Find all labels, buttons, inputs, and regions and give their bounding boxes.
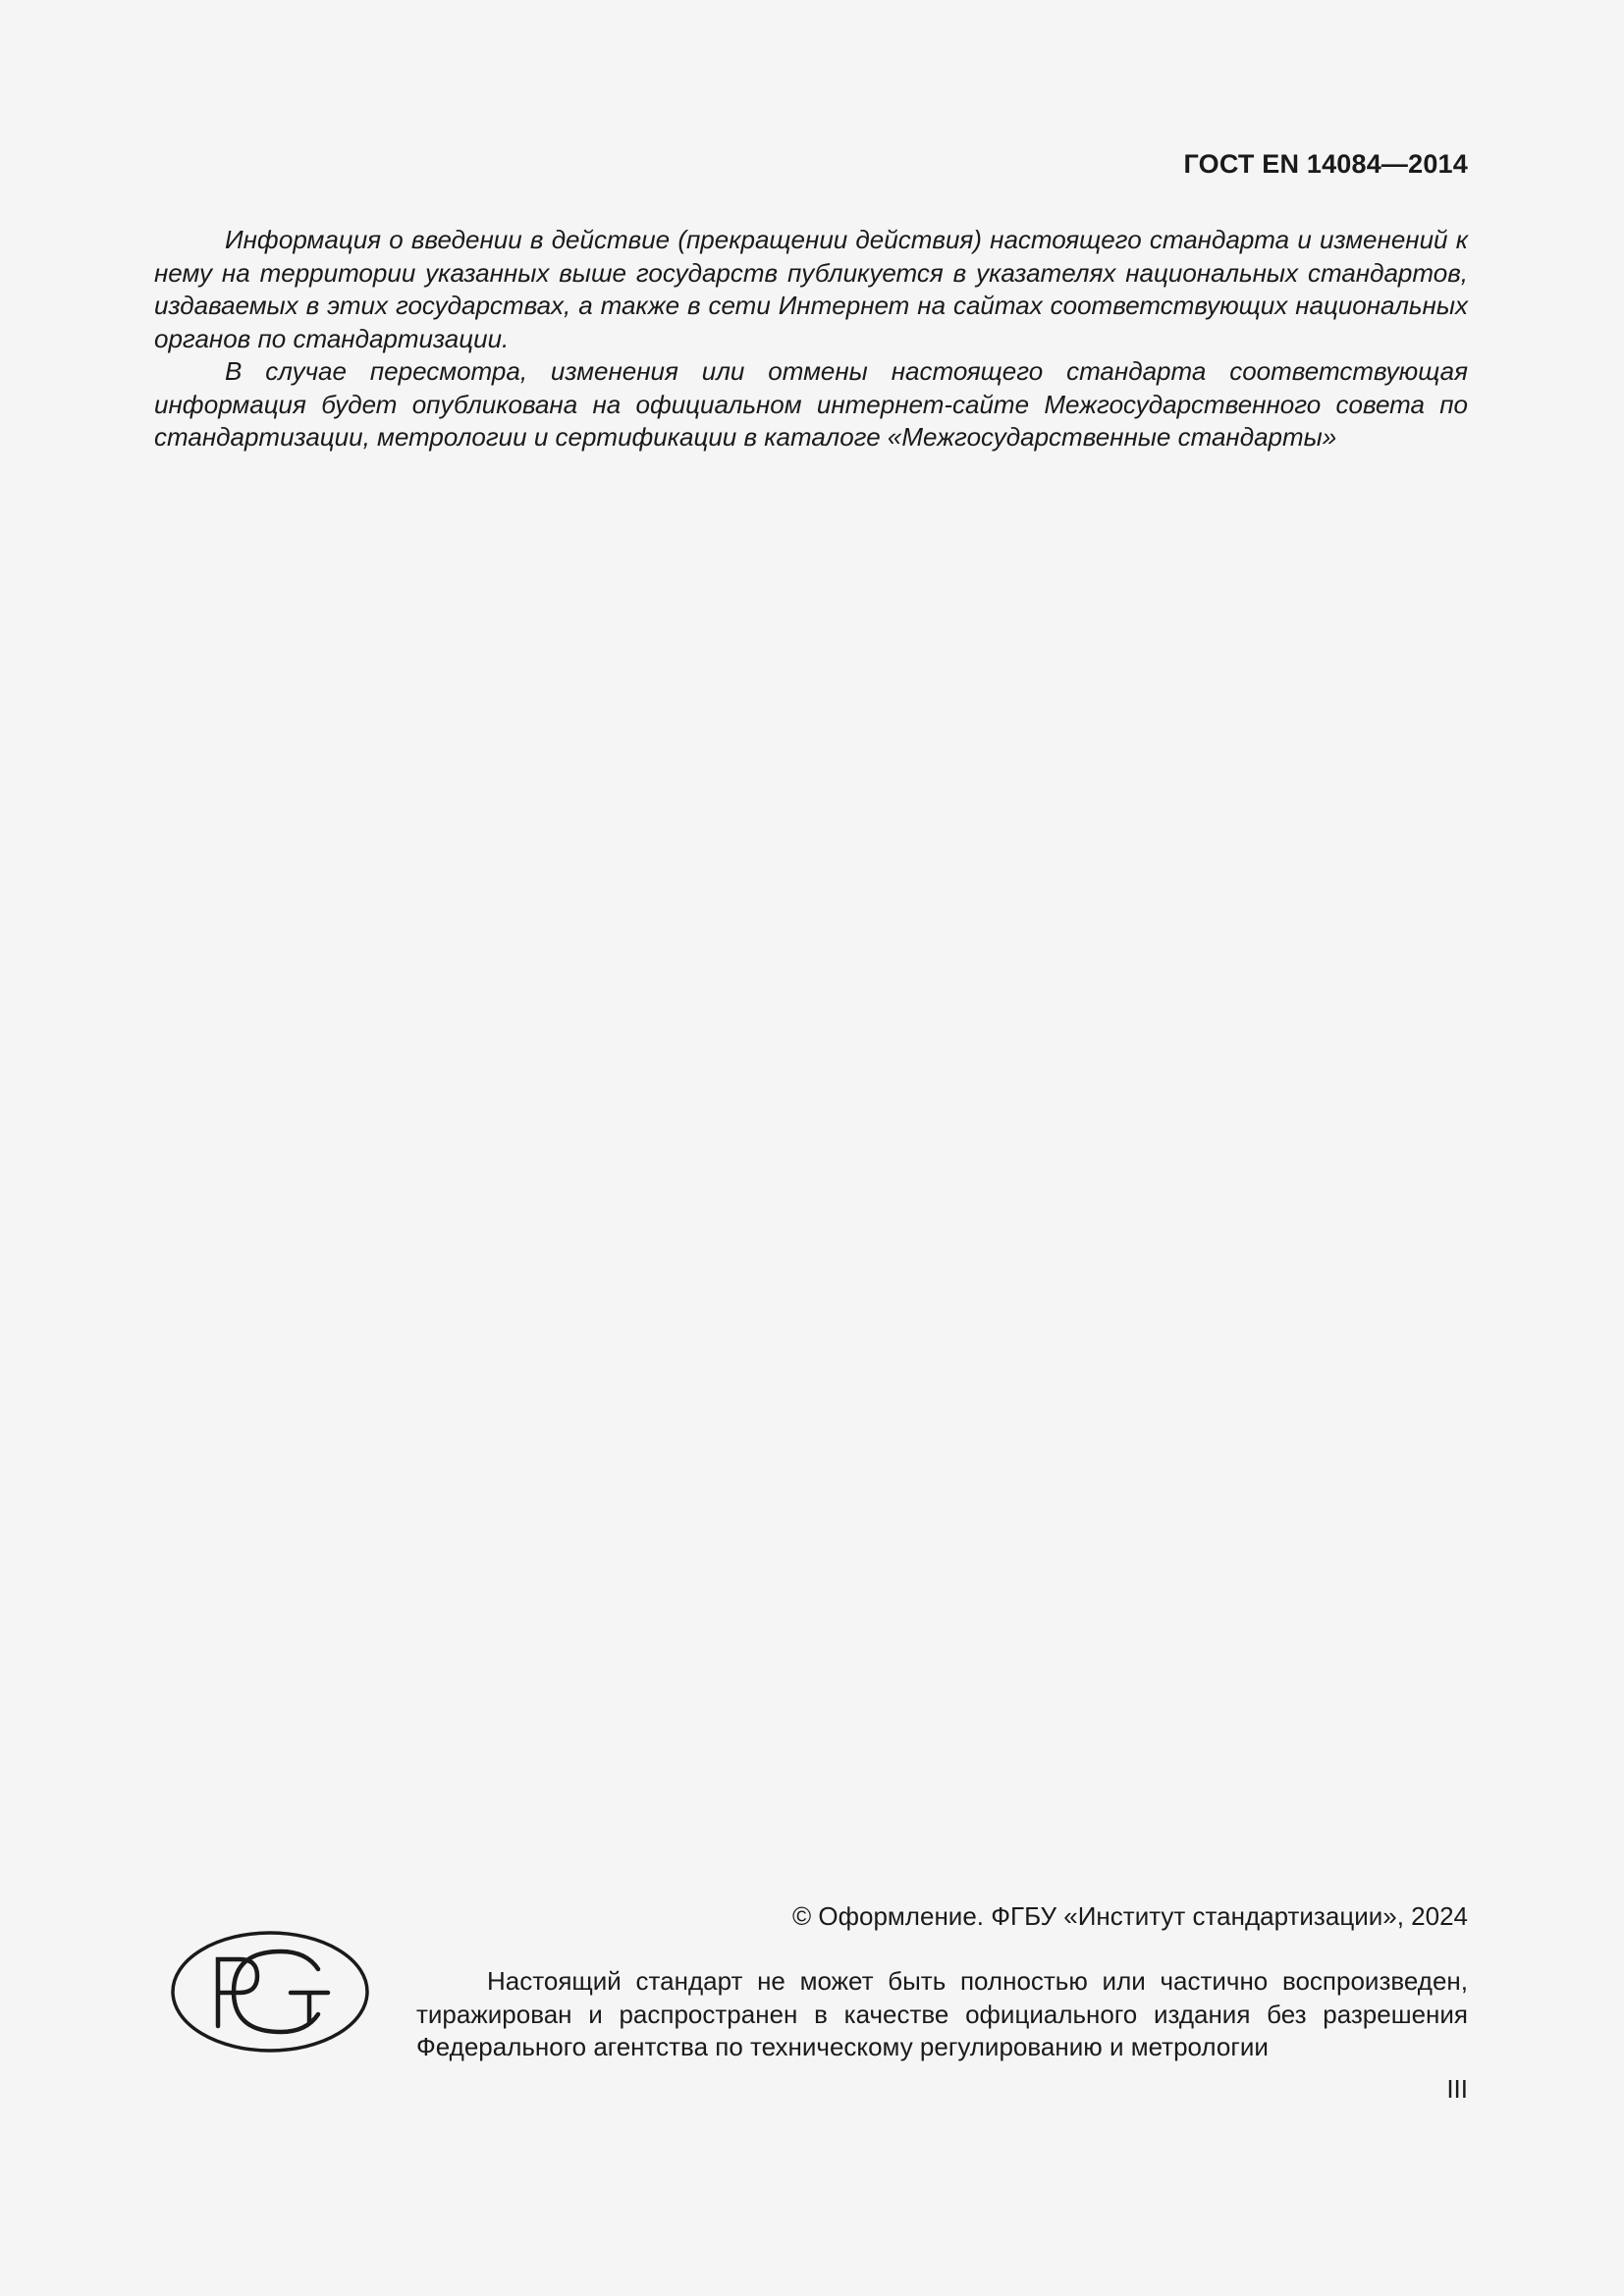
rst-certification-mark-icon [171,1930,369,2054]
document-code: ГОСТ EN 14084—2014 [1183,149,1468,179]
page-number: III [1446,2074,1468,2104]
copyright-notice: © Оформление. ФГБУ «Институт стандартизации», 2024 [792,1901,1468,1931]
intro-paragraph: Информация о введении в действие (прекращении действия) настоящего стандарта и изменений к нему на территории указанных выше государств публикуется в указателях национальных стандартов, издаваемых в этих государствах, а также в сети Интернет на сайтах соответствующих национальных органов по стандартизации. [154,225,1468,353]
intro-text [154,224,1468,454]
reproduction-notice-text: Настоящий стандарт не может быть полностью или частично воспроизведен, тиражирован и распространен в качестве официального издания без разрешения Федерального агентства по техническому регулированию и метрологии [416,1966,1468,2061]
intro-paragraph: В случае пересмотра, изменения или отмены настоящего стандарта соответствующая информация будет опубликована на официальном интернет-сайте Межгосударственного совета по стандартизации, метрологии и сертификации в каталоге «Межгосударственные стандарты» [154,356,1468,452]
reproduction-notice [416,1965,1468,2064]
